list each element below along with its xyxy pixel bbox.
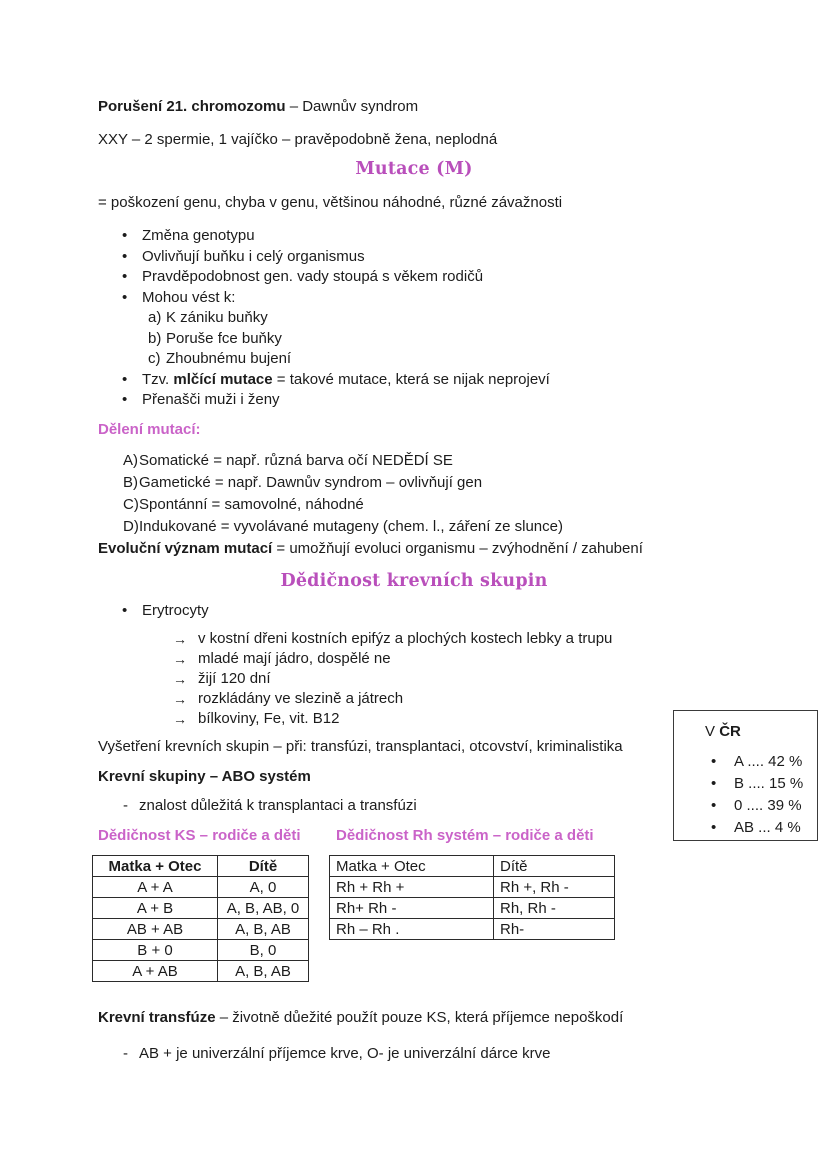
list-item-label: Somatické = např. různá barva očí NEDĚDÍ SE (139, 452, 453, 469)
table-cell: A + AB (93, 961, 218, 982)
list-item-label: Změna genotypu (142, 227, 255, 244)
item-marker: b) (148, 329, 162, 347)
bullet-icon: • (122, 370, 128, 388)
table-row (93, 919, 309, 940)
transfuze-bold-text: Krevní transfúze (98, 1009, 216, 1026)
table-row (93, 961, 309, 982)
table-cell: AB + AB (93, 919, 218, 940)
list-item (98, 247, 550, 268)
vcr-title-pre: V (705, 723, 720, 740)
list-item-label: AB + je univerzální příjemce krve, O- je univerzální dárce krve (139, 1045, 551, 1062)
evolucni-bold-text: Evoluční význam mutací (98, 540, 273, 557)
erytrocyty-arrow-list (98, 629, 612, 729)
arrow-icon: → (173, 691, 187, 707)
table-header-row (93, 856, 309, 877)
list-item (98, 516, 563, 538)
mutace-bullet-list (98, 226, 550, 411)
list-item (98, 226, 550, 247)
list-item (674, 751, 817, 773)
item-marker: B) (123, 474, 138, 491)
table-cell: A, 0 (218, 877, 309, 898)
arrow-icon: → (173, 671, 187, 687)
table-header-cell: Dítě (218, 856, 309, 877)
heading-rh-table: Dědičnost Rh systém – rodiče a děti (336, 827, 594, 844)
item-marker: a) (148, 309, 162, 326)
paragraph-chromozom (98, 97, 418, 117)
bullet-icon: • (122, 268, 128, 285)
table-cell: A + A (93, 877, 218, 898)
table-cell: Rh+ Rh - (330, 898, 494, 919)
paragraph-mutace-definition: = poškození genu, chyba v genu, většinou náhodné, různé závažnosti (98, 194, 563, 211)
table-cell: Rh – Rh . (330, 919, 494, 940)
chromozom-bold-text: Porušení 21. chromozomu (98, 98, 286, 115)
heading-abo-system: Krevní skupiny – ABO systém (98, 768, 311, 785)
list-item (98, 494, 563, 516)
bullet-icon: • (711, 819, 717, 836)
abo-note-list (98, 796, 417, 816)
table-header-cell: Matka + Otec (93, 856, 218, 877)
dash-list-item (98, 1044, 550, 1064)
item-marker: c) (148, 350, 161, 367)
list-item (674, 795, 817, 817)
evolucni-rest-text: = umožňují evoluci organismu – zvýhodnění / zahubení (272, 540, 643, 557)
list-item-label: bílkoviny, Fe, vit. B12 (198, 710, 340, 727)
table-cell: B + 0 (93, 940, 218, 961)
table-cell: Rh + Rh + (330, 877, 494, 898)
table-row (93, 898, 309, 919)
transfuze-rest-text: – životně důežité použít pouze KS, která příjemce nepoškodí (215, 1009, 624, 1026)
list-item-label: Zhoubnému bujení (166, 350, 292, 367)
dash-icon: - (123, 1045, 128, 1062)
list-item-label: Spontánní = samovolné, náhodné (139, 496, 364, 513)
mlcici-pre-text: Tzv. (142, 370, 174, 388)
list-subitem (98, 308, 550, 329)
table-cell: A, B, AB, 0 (218, 898, 309, 919)
paragraph-transfuze (98, 1008, 623, 1028)
list-item (98, 601, 209, 622)
bullet-icon: • (711, 797, 717, 814)
item-marker: D) (123, 518, 139, 535)
list-item-label: Erytrocyty (142, 602, 209, 619)
rh-inheritance-table (329, 855, 615, 940)
bullet-icon: • (711, 753, 717, 770)
transfuze-note-list (98, 1044, 550, 1064)
list-item (98, 370, 550, 391)
bullet-icon: • (122, 391, 128, 408)
list-item-label: znalost důležitá k transplantaci a transfúzi (139, 797, 417, 814)
vcr-item-list (674, 751, 817, 839)
table-header-cell: Dítě (494, 856, 615, 877)
list-item-label: Poruše fce buňky (166, 329, 282, 347)
list-item-label: rozkládány ve slezině a játrech (198, 690, 404, 707)
table-row (330, 919, 615, 940)
arrow-icon: → (173, 651, 187, 667)
paragraph-xxy: XXY – 2 spermie, 1 vajíčko – pravěpodobně žena, neplodná (98, 131, 498, 148)
list-item (98, 288, 550, 309)
chromozom-rest-text: – Dawnův syndrom (285, 98, 419, 115)
list-item-label: B .... 15 % (734, 775, 804, 792)
list-item-label: 0 .... 39 % (734, 797, 802, 814)
bullet-icon: • (122, 602, 128, 619)
list-item-label: Gametické = např. Dawnův syndrom – ovlivňují gen (139, 474, 483, 491)
dash-icon: - (123, 797, 128, 814)
arrow-icon: → (173, 711, 187, 727)
list-item (674, 773, 817, 795)
arrow-list-item (98, 689, 612, 709)
table-row (93, 877, 309, 898)
bullet-icon: • (122, 227, 128, 244)
arrow-icon: → (173, 631, 187, 647)
heading-dedicnost-krevnich-skupin: Dědičnost krevních skupin (280, 571, 548, 591)
table-cell: A, B, AB (218, 919, 309, 940)
list-item-label: K zániku buňky (166, 309, 268, 326)
list-item (674, 817, 817, 839)
bullet-icon: • (122, 288, 128, 306)
mlcici-rest-text: = takové mutace, která se nijak neprojeví (272, 370, 550, 388)
table-row (330, 898, 615, 919)
heading-mutace: Mutace (M) (355, 159, 473, 179)
list-item-label: A .... 42 % (734, 753, 803, 770)
table-cell: Rh, Rh - (494, 898, 615, 919)
item-marker: A) (123, 452, 138, 469)
list-item (98, 450, 563, 472)
list-item-label: AB ... 4 % (734, 819, 801, 836)
list-item-label: Přenašči muži i ženy (142, 391, 280, 408)
deleni-mutaci-list (98, 450, 563, 538)
vcr-box-title (705, 722, 817, 742)
heading-ks-table: Dědičnost KS – rodiče a děti (98, 827, 301, 844)
list-item (98, 472, 563, 494)
paragraph-vysetreni: Vyšetření krevních skupin – při: transfúzi, transplantaci, otcovství, kriminalistika (98, 738, 623, 755)
bullet-icon: • (122, 247, 128, 265)
arrow-list-item (98, 649, 612, 669)
erytrocyty-list (98, 601, 209, 622)
vcr-statistics-box (673, 710, 818, 841)
table-cell: Rh- (494, 919, 615, 940)
arrow-list-item (98, 669, 612, 689)
table-row (330, 877, 615, 898)
list-item-label: Ovlivňují buňku i celý organismus (142, 247, 365, 265)
list-item-label: Pravděpodobnost gen. vady stoupá s věkem rodičů (142, 268, 484, 285)
item-marker: C) (123, 496, 139, 513)
table-cell: A + B (93, 898, 218, 919)
vcr-title-bold: ČR (719, 723, 741, 740)
table-cell: Rh +, Rh - (494, 877, 615, 898)
arrow-list-item (98, 629, 612, 649)
list-item-label: žijí 120 dní (198, 670, 271, 687)
table-header-row (330, 856, 615, 877)
table-cell: B, 0 (218, 940, 309, 961)
abo-inheritance-table (92, 855, 309, 982)
list-item-label: Indukované = vyvolávané mutageny (chem. l., záření ze slunce) (139, 518, 563, 535)
list-item-label: v kostní dřeni kostních epifýz a plochých kostech lebky a trupu (198, 630, 613, 647)
dash-list-item (98, 796, 417, 816)
heading-deleni-mutaci: Dělení mutací: (98, 421, 201, 438)
list-subitem (98, 349, 550, 370)
list-item-label: Mohou vést k: (142, 288, 236, 306)
list-item-label: mladé mají jádro, dospělé ne (198, 650, 391, 667)
paragraph-evolucni-vyznam (98, 539, 643, 559)
list-item (98, 267, 550, 288)
mlcici-bold-text: mlčící mutace (173, 370, 273, 388)
table-row (93, 940, 309, 961)
bullet-icon: • (711, 775, 717, 792)
table-header-cell: Matka + Otec (330, 856, 494, 877)
list-subitem (98, 329, 550, 350)
list-item-label (142, 370, 550, 391)
table-cell: A, B, AB (218, 961, 309, 982)
arrow-list-item (98, 709, 612, 729)
list-item (98, 390, 550, 411)
